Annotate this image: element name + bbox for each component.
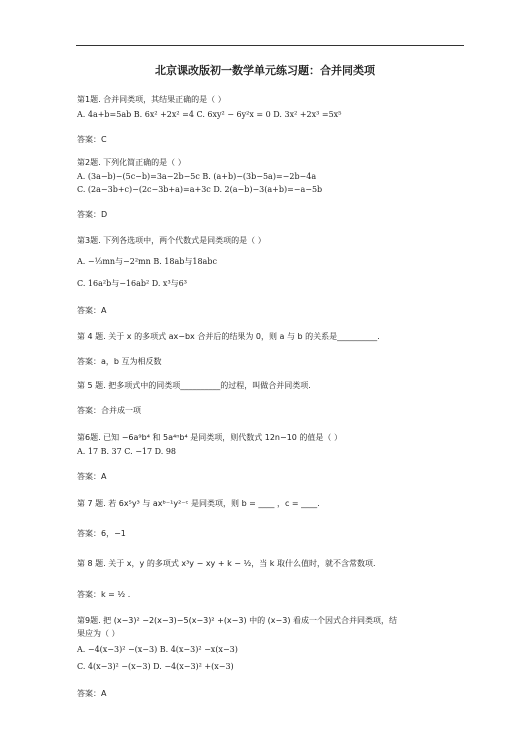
question-6-options: A. 17 B. 37 C. −17 D. 98 bbox=[77, 447, 177, 456]
question-6-text: 第6题. 已知 −6a⁹b⁴ 和 5a⁴ⁿb⁴ 是同类项，则代数式 12n−10 的值是（ ） bbox=[77, 433, 342, 442]
question-3-answer: 答案：A bbox=[77, 306, 107, 315]
question-2-answer: 答案：D bbox=[77, 210, 108, 219]
question-1-options: A. 4a+b=5ab B. 6x² +2x² =4 C. 6xy² − 6y²x = 0 D. 3x² +2x³ =5x⁵ bbox=[77, 110, 342, 119]
question-8-text: 第 8 题. 关于 x，y 的多项式 x³y − xy + k − ½，当 k 取什么值时，就不含常数项. bbox=[77, 559, 376, 568]
question-8-answer: 答案：k = ½ . bbox=[77, 590, 131, 599]
question-5-text: 第 5 题. 把多项式中的同类项__________的过程，叫做合并同类项. bbox=[77, 381, 311, 390]
question-7-answer: 答案：6，−1 bbox=[77, 529, 126, 538]
question-5-answer: 答案：合并成一项 bbox=[77, 406, 141, 415]
question-3-options-cd: C. 16a²b与−16ab² D. x³与6³ bbox=[77, 279, 187, 288]
question-4-answer: 答案：a，b 互为相反数 bbox=[77, 357, 162, 366]
question-1-text: 第1题. 合并同类项，其结果正确的是（ ） bbox=[77, 95, 226, 104]
question-4-text: 第 4 题. 关于 x 的多项式 ax−bx 合并后的结果为 0，则 a 与 b 的关系是__________. bbox=[77, 332, 380, 341]
question-9-answer: 答案：A bbox=[77, 689, 107, 698]
question-9-text-cont: 果应为（ ） bbox=[77, 629, 120, 638]
question-2-options-cd: C. (2a−3b+c)−(2c−3b+a)=a+3c D. 2(a−b)−3(a+b)=−a−5b bbox=[77, 185, 323, 194]
question-7-text: 第 7 题. 若 6x⁵y³ 与 axᵇ⁻¹y²⁻ᶜ 是同类项，则 b = ____ ，c = ____. bbox=[77, 499, 320, 508]
question-6-answer: 答案：A bbox=[77, 472, 107, 481]
question-9-options-ab: A. −4(x−3)² −(x−3) B. 4(x−3)² −x(x−3) bbox=[77, 645, 238, 654]
question-2-options-ab: A. (3a−b)−(5c−b)=3a−2b−5c B. (a+b)−(3b−5a)=−2b−4a bbox=[77, 172, 317, 181]
question-1-answer: 答案：C bbox=[77, 135, 107, 144]
question-9-options-cd: C. 4(x−3)² −(x−3) D. −4(x−3)² +(x−3) bbox=[77, 662, 234, 671]
question-3-options-ab: A. −⅓mn与−2²mn B. 18ab与18abc bbox=[77, 257, 217, 266]
header-rule bbox=[76, 45, 464, 46]
question-3-text: 第3题. 下列各选项中，两个代数式是同类项的是（ ） bbox=[77, 236, 266, 245]
question-9-text: 第9题. 把 (x−3)² −2(x−3)−5(x−3)² +(x−3) 中的 (x−3) 看成一个因式合并同类项，结 bbox=[77, 616, 397, 625]
question-2-text: 第2题. 下列化简正确的是（ ） bbox=[77, 158, 186, 167]
page-title: 北京课改版初一数学单元练习题：合并同类项 bbox=[155, 64, 375, 77]
